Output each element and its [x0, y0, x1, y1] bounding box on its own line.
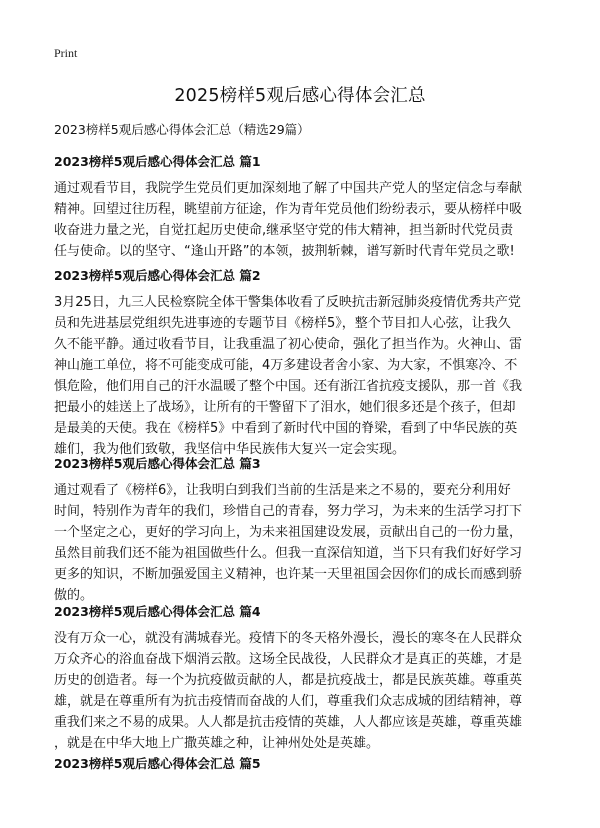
body-line: 是最美的天使。我在《榜样5》中看到了新时代中国的脊梁，看到了中华民族的英 — [54, 421, 518, 436]
section-body-1 — [54, 178, 552, 262]
body-line: 傲的。 — [54, 588, 94, 603]
body-line: 收奋进力量之光，自觉扛起历史使命,继承坚守党的伟大精神，担当新时代党员责 — [54, 223, 514, 238]
body-line: 没有万众一心，就没有满城春光。疫情下的冬天格外漫长，漫长的寒冬在人民群众 — [54, 631, 523, 646]
body-line: ，就是在中华大地上广撒英雄之种，让神州处处是英雄。 — [54, 736, 380, 751]
body-line: 3月25日，九三人民检察院全体干警集体收看了反映抗击新冠肺炎疫情优秀共产党 — [54, 295, 521, 310]
body-line: 重我们来之不易的成果。人人都是抗击疫情的英雄，人人都应该是英雄，尊重英雄 — [54, 715, 523, 730]
section-heading-1: 2023榜样5观后感心得体会汇总 篇1 — [54, 154, 261, 169]
body-line: 任与使命。以的坚守、“逢山开路”的本领，披荆斩棘，谱写新时代青年党员之歌! — [54, 244, 515, 259]
section-body-3 — [54, 480, 552, 606]
body-line: 雄，就是在尊重所有为抗击疫情而奋战的人们，尊重我们众志成城的团结精神，尊 — [54, 694, 523, 709]
document-title: 2025榜样5观后感心得体会汇总 — [174, 86, 426, 106]
body-line: 精神。回望过往历程，眺望前方征途，作为青年党员他们纷纷表示，要从榜样中吸 — [54, 202, 523, 217]
section-heading-5: 2023榜样5观后感心得体会汇总 篇5 — [54, 756, 261, 771]
print-link[interactable]: Print — [54, 46, 78, 60]
body-line: 雄们，我为他们致敬，我坚信中华民族伟大复兴一定会实现。 — [54, 442, 406, 457]
body-line: 通过观看了《榜样6》，让我明白到我们当前的生活是来之不易的，要充分利用好 — [54, 483, 511, 498]
body-line: 通过观看节目，我院学生党员们更加深刻地了解了中国共产党人的坚定信念与奉献 — [54, 181, 523, 196]
body-line: 更多的知识，不断加强爱国主义精神，也许某一天里祖国会因你们的成长而感到骄 — [54, 567, 523, 582]
body-line: 把最小的娃送上了战场》，让所有的干警留下了泪水，她们很多还是个孩子，但却 — [54, 400, 516, 415]
section-body-4 — [54, 628, 552, 754]
body-line: 一个坚定之心，更好的学习向上，为未来祖国建设发展，贡献出自己的一份力量， — [54, 525, 523, 540]
section-heading-4: 2023榜样5观后感心得体会汇总 篇4 — [54, 604, 261, 619]
body-line: 历史的创造者。每一个为抗疫做贡献的人，都是抗疫战士，都是民族英雄。尊重英 — [54, 673, 523, 688]
section-body-2 — [54, 292, 552, 460]
body-line: 时间，特别作为青年的我们，珍惜自己的青春，努力学习，为未来的生活学习打下 — [54, 504, 523, 519]
document-subtitle: 2023榜样5观后感心得体会汇总（精选29篇） — [54, 122, 310, 137]
body-line: 万众齐心的浴血奋战下烟消云散。这场全民战役，人民群众才是真正的英雄，才是 — [54, 652, 523, 667]
body-line: 久不能平静。通过收看节目，让我重温了初心使命，强化了担当作为。火神山、雷 — [54, 337, 523, 352]
body-line: 员和先进基层党组织先进事迹的专题节目《榜样5》，整个节目扣人心弦，让我久 — [54, 316, 511, 331]
body-line: 惧危险，他们用自己的汗水温暖了整个中国。还有浙江省抗疫支援队，那一首《我 — [54, 379, 523, 394]
section-heading-3: 2023榜样5观后感心得体会汇总 篇3 — [54, 456, 261, 471]
body-line: 虽然目前我们还不能为祖国做些什么。但我一直深信知道，当下只有我们好好学习 — [54, 546, 523, 561]
section-heading-2: 2023榜样5观后感心得体会汇总 篇2 — [54, 268, 261, 283]
body-line: 神山施工单位，将不可能变成可能，4万多建设者舍小家、为大家，不惧寒冷、不 — [54, 358, 518, 373]
